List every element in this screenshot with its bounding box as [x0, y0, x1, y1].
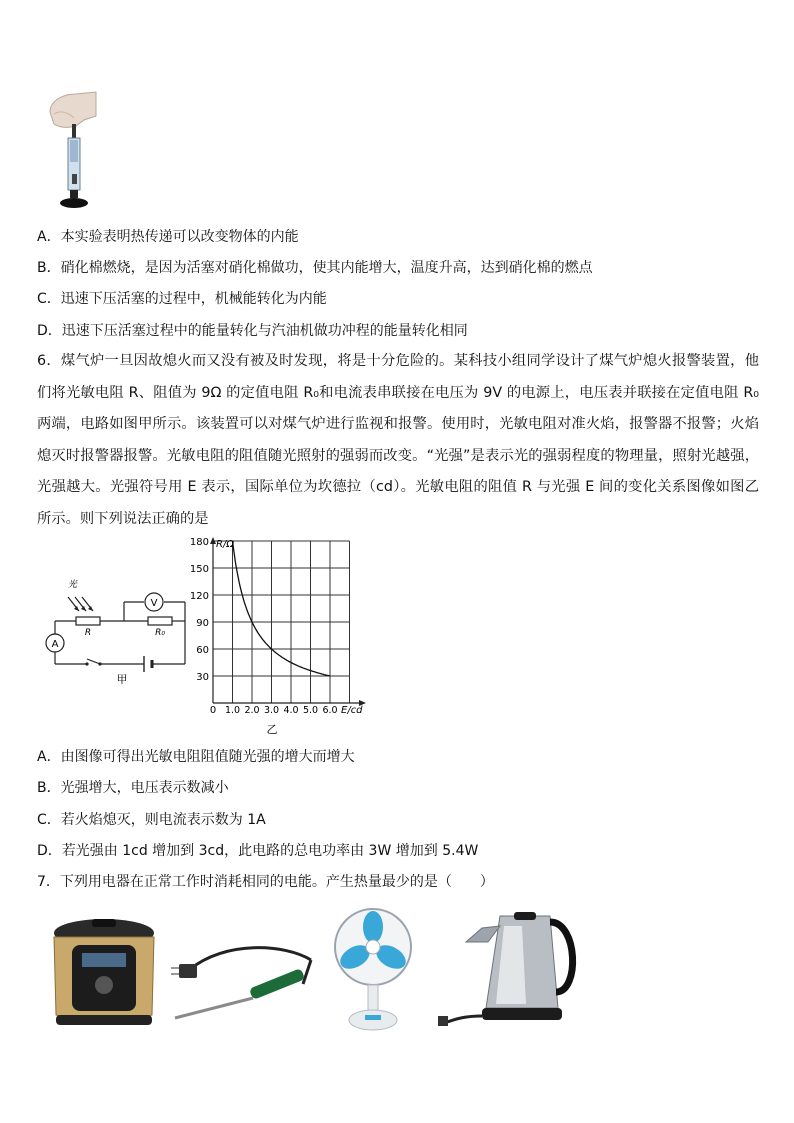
x-tick-label: 6.0 [322, 705, 338, 716]
voltmeter-label: V [150, 598, 158, 609]
question-6-stem [37, 346, 759, 535]
y-axis-label: R/Ω [216, 539, 234, 550]
r-e-curve [233, 541, 331, 676]
piston-apparatus-image [46, 90, 102, 212]
option-6a: A．由图像可得出光敏电阻阻值随光强的增大而增大 [37, 749, 355, 765]
y-tick-label: 60 [196, 645, 209, 656]
circuit-diagram [40, 575, 190, 687]
x-tick-label: 1.0 [224, 705, 241, 716]
y-tick-label: 180 [190, 537, 209, 548]
option-6c: C．若火焰熄灭，则电流表示数为 1A [37, 812, 266, 828]
photoresistor-r [76, 617, 100, 625]
option-5b: B．硝化棉燃烧，是因为活塞对硝化棉做功，使其内能增大，温度升高，达到硝化棉的燃点 [37, 260, 593, 276]
option-5c: C．迅速下压活塞的过程中，机械能转化为内能 [37, 291, 327, 307]
circuit-caption: 甲 [116, 673, 128, 686]
x-axis-label: E/cd [341, 705, 363, 716]
x-tick-label: 3.0 [263, 705, 280, 716]
x-tick-label: 2.0 [244, 705, 260, 716]
resistor-r0 [148, 617, 172, 625]
option-5a: A．本实验表明热传递可以改变物体的内能 [37, 229, 299, 245]
y-tick-label: 120 [190, 591, 209, 602]
light-label: 光 [68, 580, 78, 590]
pressure-cooker-image [48, 915, 160, 1033]
x-tick-label: 4.0 [283, 705, 299, 716]
graph-grid [213, 541, 350, 703]
option-6b: B．光强增大，电压表示数减小 [37, 780, 229, 796]
electric-fan-image [333, 905, 413, 1033]
y-tick-label: 150 [190, 564, 209, 575]
ammeter-label: A [51, 639, 59, 650]
y-tick-label: 30 [196, 672, 209, 683]
x-tick-label: 5.0 [302, 705, 319, 716]
option-6d: D．若光强由 1cd 增加到 3cd，此电路的总电功率由 3W 增加到 5.4W [37, 843, 479, 859]
y-tick-label: 90 [196, 618, 209, 629]
r-label: R [84, 628, 92, 638]
r0-label: R₀ [155, 628, 165, 638]
origin-label: 0 [209, 705, 217, 716]
electric-kettle-image [438, 912, 588, 1032]
graph-caption: 乙 [266, 723, 278, 736]
option-5d: D．迅速下压活塞过程中的能量转化与汽油机做功冲程的能量转化相同 [37, 323, 468, 339]
r-vs-e-graph [190, 535, 380, 740]
soldering-iron-image [165, 940, 315, 1022]
question-6-text: 6．煤气炉一旦因故熄火而又没有被及时发现，将是十分危险的。某科技小组同学设计了煤气炉熄火报警装置，他们将光敏电阻 R、阻值为 9Ω 的定值电阻 R₀和电流表串联接在电压为 9V 的电源上，电压表并联接在定值电阻 R₀两端，电路如图甲所示。该装置可以对煤气炉进行监视和报警。使用时，光敏电阻对准火焰，报警器不报警；火焰熄灭时报警器报警。光敏电阻的阻值随光照射的强弱而改变。“光强”是表示光的强弱程度的物理量，照射光越强，光强越大。光强符号用 E 表示，国际单位为坎德拉（cd）。光敏电阻的阻值 R 与光强 E 间的变化关系图像如图乙所示。则下列说法正确的是 [37, 353, 759, 527]
question-7-stem: 7．下列用电器在正常工作时消耗相同的电能。产生热量最少的是（ ） [37, 874, 494, 890]
